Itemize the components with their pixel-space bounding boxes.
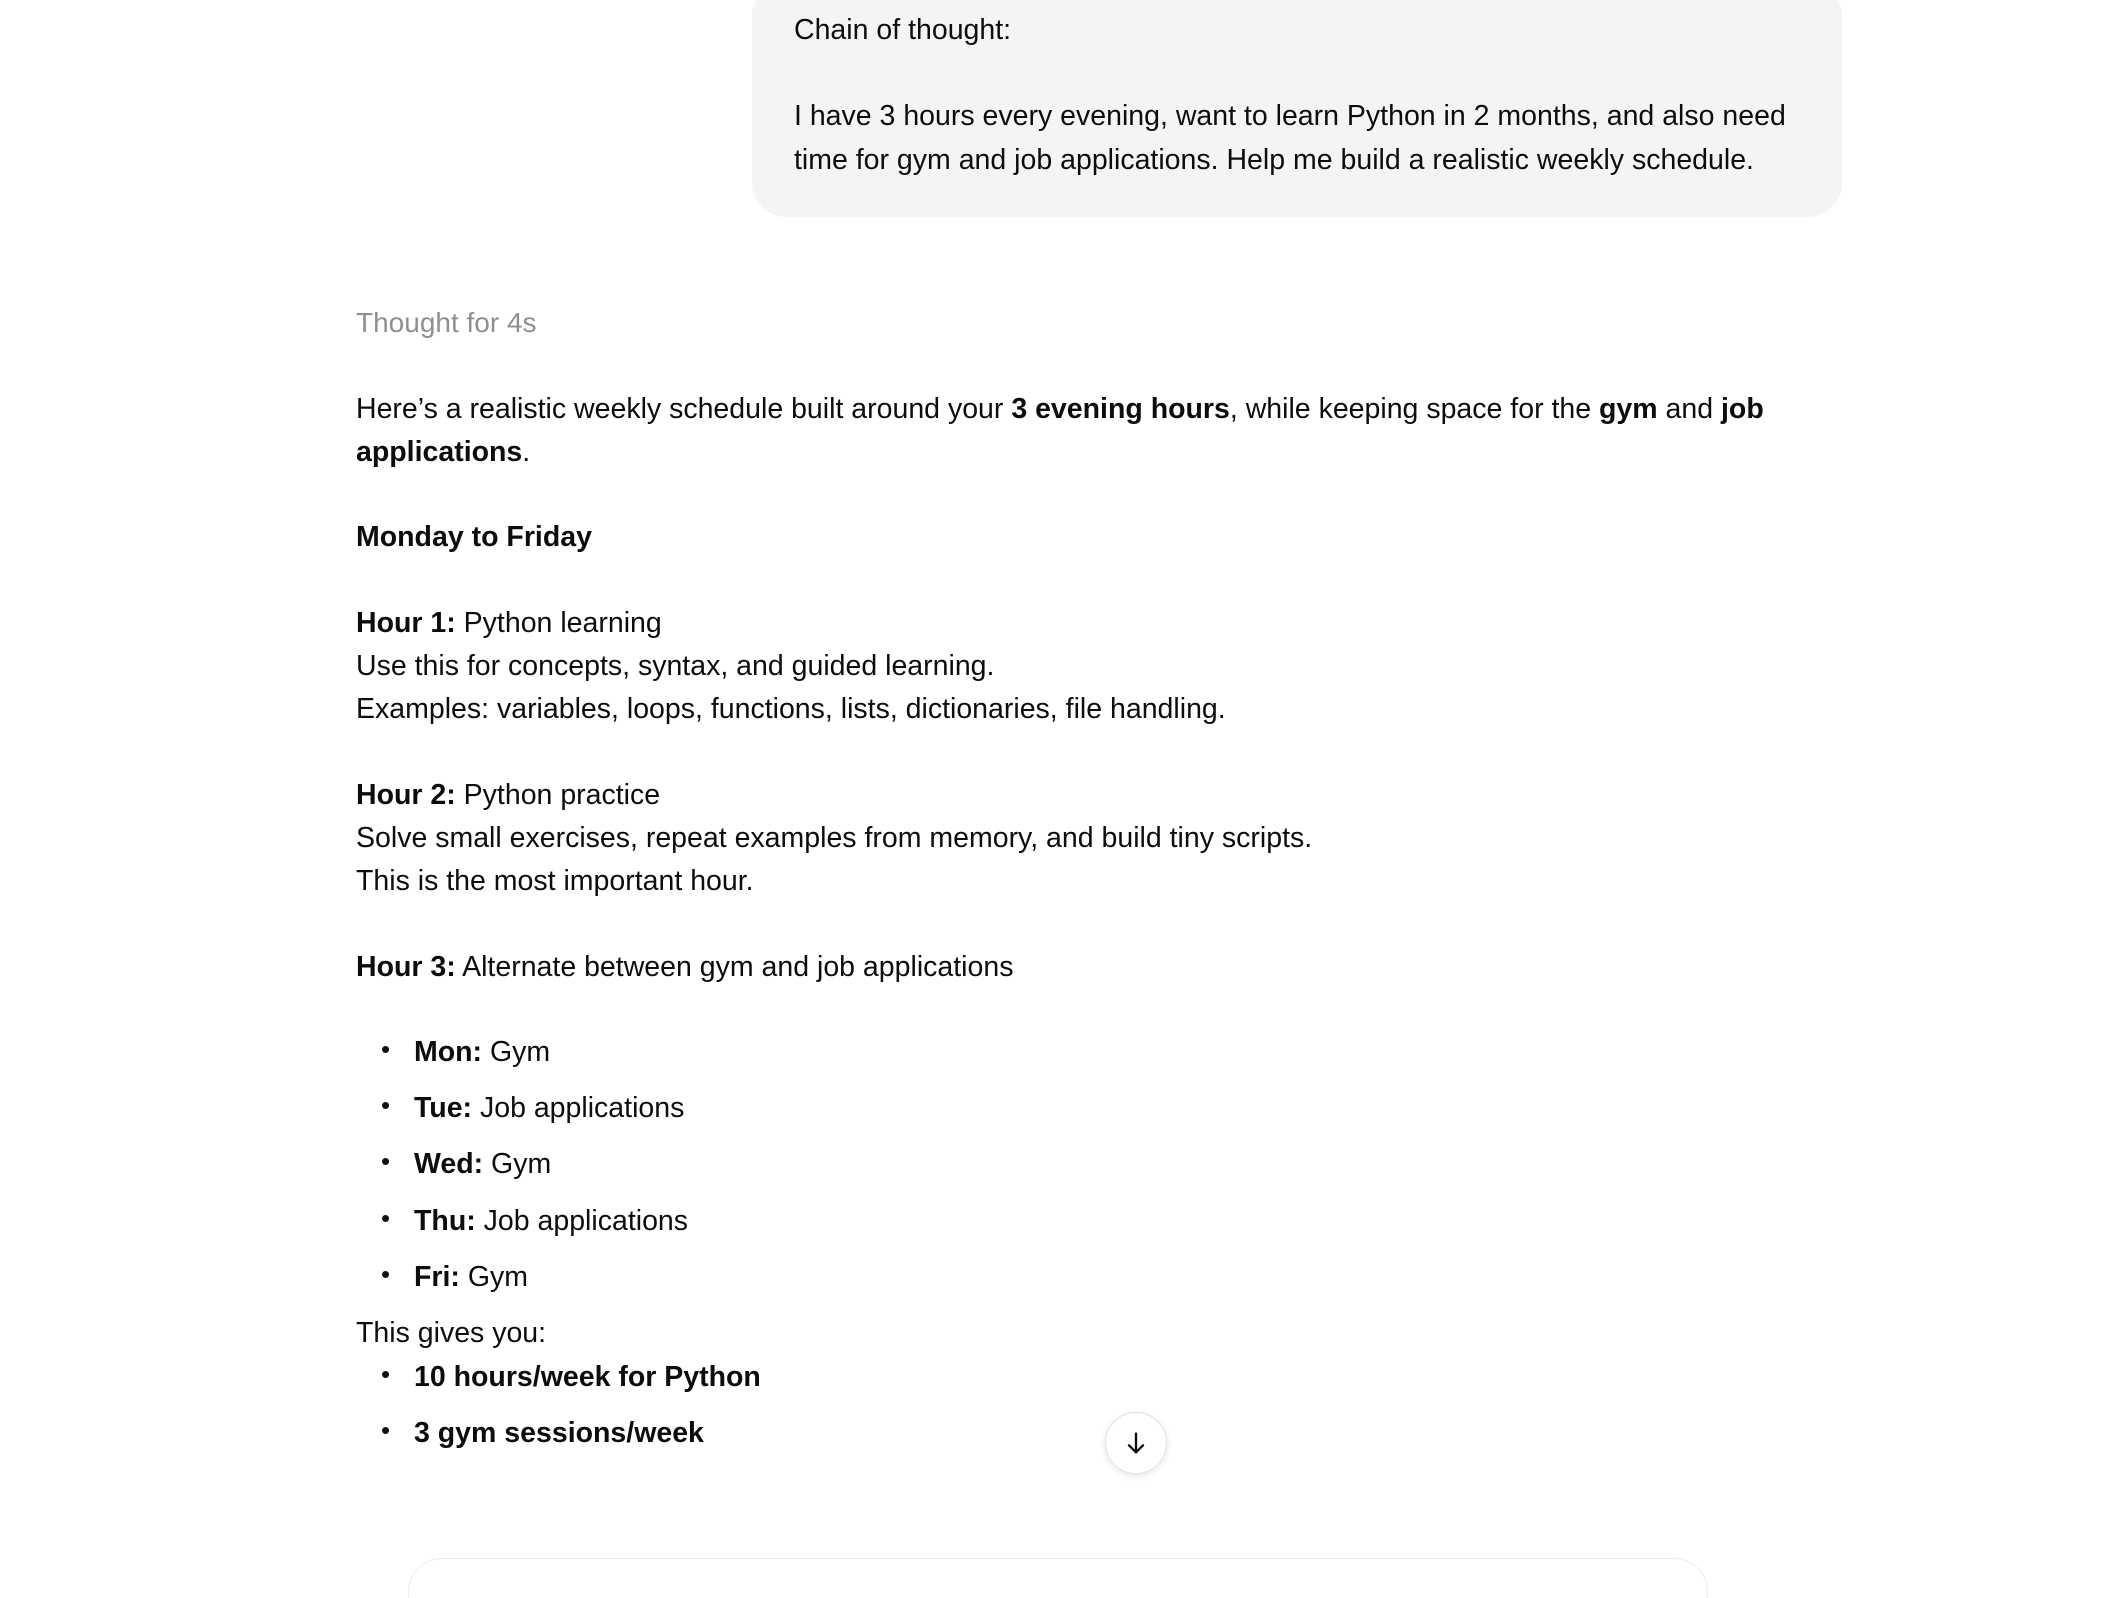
hour-1-label: Hour 1:	[356, 606, 456, 639]
list-item	[414, 1200, 1886, 1243]
thought-status[interactable]: Thought for 4s	[356, 306, 537, 338]
hour-3-block	[356, 946, 1886, 989]
user-message-body: I have 3 hours every evening, want to learn Python in 2 months, and also need time for gym and job applications. Help me build a realistic weekly schedule.	[794, 100, 1786, 177]
intro-bold2: gym	[1599, 392, 1658, 425]
alternation-day-0: Mon:	[414, 1035, 483, 1068]
alternation-activity-3: Job applications	[475, 1204, 689, 1237]
hour-2-label: Hour 2:	[356, 778, 456, 811]
hour-3-label: Hour 3:	[356, 950, 456, 983]
intro-bold3: job applications	[356, 392, 1764, 469]
alternation-activity-2: Gym	[483, 1148, 552, 1181]
alternation-day-3: Thu:	[414, 1204, 476, 1237]
list-item	[414, 1356, 1886, 1399]
intro-part1: Here’s a realistic weekly schedule built around your	[356, 392, 1012, 425]
arrow-down-icon	[1122, 1429, 1150, 1457]
intro-part2: , while keeping space for the	[1229, 392, 1600, 425]
alternation-day-2: Wed:	[414, 1148, 484, 1181]
scroll-to-bottom-button[interactable]	[1105, 1412, 1167, 1474]
hour-3-title: Alternate between gym and job applications	[455, 950, 1014, 983]
hour-1-title: Python learning	[455, 606, 662, 639]
hour-1-title-line	[356, 602, 1886, 645]
hour-2-line-1: Solve small exercises, repeat examples from memory, and build tiny scripts.	[356, 821, 1313, 854]
hour-2-line-2: This is the most important hour.	[356, 865, 754, 898]
hour-2-title-line	[356, 774, 1886, 817]
summary-lead: This gives you:	[356, 1317, 547, 1350]
assistant-intro	[356, 388, 1886, 475]
hour-1-line-2: Examples: variables, loops, functions, lists, dictionaries, file handling.	[356, 693, 1226, 726]
user-message-label: Chain of thought:	[794, 14, 1012, 46]
summary-item-1: 3 gym sessions/week	[414, 1417, 704, 1450]
alternation-day-1: Tue:	[414, 1092, 473, 1125]
user-message-row	[0, 0, 2106, 217]
user-message-bubble[interactable]	[752, 0, 1842, 217]
alternation-list	[356, 1031, 1886, 1300]
hour-2-block	[356, 774, 1886, 904]
list-item	[414, 1031, 1886, 1074]
list-item	[414, 1143, 1886, 1186]
list-item	[414, 1087, 1886, 1130]
section-heading: Monday to Friday	[356, 521, 592, 554]
intro-bold1: 3 evening hours	[1011, 392, 1230, 425]
summary-item-0: 10 hours/week for Python	[414, 1360, 761, 1393]
hour-1-line-1: Use this for concepts, syntax, and guided learning.	[356, 649, 995, 682]
assistant-message	[356, 303, 1886, 1456]
hour-2-title: Python practice	[455, 778, 661, 811]
alternation-day-4: Fri:	[414, 1261, 460, 1294]
hour-3-title-line	[356, 946, 1886, 989]
intro-part3: and	[1657, 392, 1722, 425]
hour-1-block	[356, 602, 1886, 732]
list-item	[414, 1256, 1886, 1299]
alternation-activity-0: Gym	[482, 1035, 551, 1068]
composer-top-edge[interactable]	[408, 1558, 1708, 1598]
alternation-activity-4: Gym	[459, 1261, 528, 1294]
alternation-activity-1: Job applications	[472, 1092, 685, 1125]
intro-part4: .	[522, 436, 531, 469]
